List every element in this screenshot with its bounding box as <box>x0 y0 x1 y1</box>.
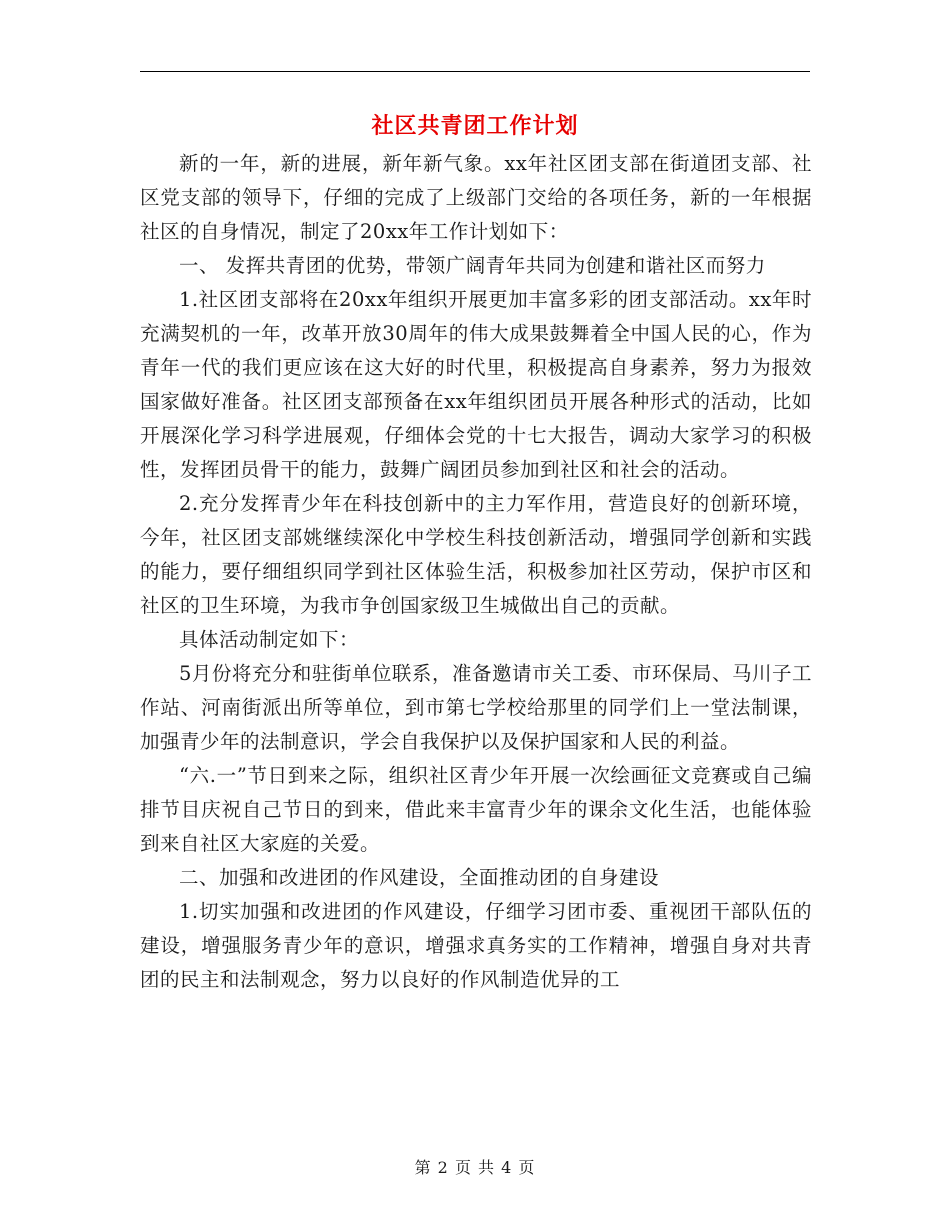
paragraph-intro: 新的一年，新的进展，新年新气象。xx年社区团支部在街道团支部、社区党支部的领导下，仔细的完成了上级部门交给的各项任务，新的一年根据社区的自身情况，制定了20xx年工作计划如下： <box>140 152 812 243</box>
paragraph-section-1-heading: 一、 发挥共青团的优势，带领广阔青年共同为创建和谐社区而努力 <box>179 254 766 277</box>
paragraph-item-2: 2.充分发挥青少年在科技创新中的主力军作用，营造良好的创新环境，今年，社区团支部姚继续深化中学校生科技创新活动，增强同学创新和实践的能力，要仔细组织同学到社区体验生活，积极参加社区劳动，保护市区和社区的卫生环境，为我市争创国家级卫生城做出自己的贡献。 <box>140 492 812 617</box>
paragraph-june-activity: “六.一”节日到来之际，组织社区青少年开展一次绘画征文竞赛或自己编排节目庆祝自己节日的到来，借此来丰富青少年的课余文化生活，也能体验到来自社区大家庭的关爱。 <box>140 764 812 855</box>
paragraph-item-1: 1.社区团支部将在20xx年组织开展更加丰富多彩的团支部活动。xx年时充满契机的一年，改革开放30周年的伟大成果鼓舞着全中国人民的心，作为青年一代的我们更应该在这大好的时代里，积极提高自身素养，努力为报效国家做好准备。社区团支部预备在xx年组织团员开展各种形式的活动，比如开展深化学习科学进展观，仔细体会党的十七大报告，调动大家学习的积极性，发挥团员骨干的能力，鼓舞广阔团员参加到社区和社会的活动。 <box>140 288 812 481</box>
paragraph-activities-heading: 具体活动制定如下： <box>179 628 360 651</box>
header-rule <box>140 71 810 72</box>
document-body <box>140 147 812 997</box>
paragraph-section-2-heading: 二、加强和改进团的作风建设，全面推动团的自身建设 <box>179 866 660 889</box>
paragraph-may-activity: 5月份将充分和驻街单位联系，准备邀请市关工委、市环保局、马川子工作站、河南街派出所等单位，到市第七学校给那里的同学们上一堂法制课，加强青少年的法制意识，学会自我保护以及保护国家和人民的利益。 <box>140 662 812 753</box>
document-title: 社区共青团工作计划 <box>371 113 579 139</box>
page-number: 第 2 页 共 4 页 <box>414 1158 536 1177</box>
paragraph-section-2-item-1: 1.切实加强和改进团的作风建设，仔细学习团市委、重视团干部队伍的建设，增强服务青少年的意识，增强求真务实的工作精神，增强自身对共青团的民主和法制观念，努力以良好的作风制造优异的工 <box>140 900 812 991</box>
